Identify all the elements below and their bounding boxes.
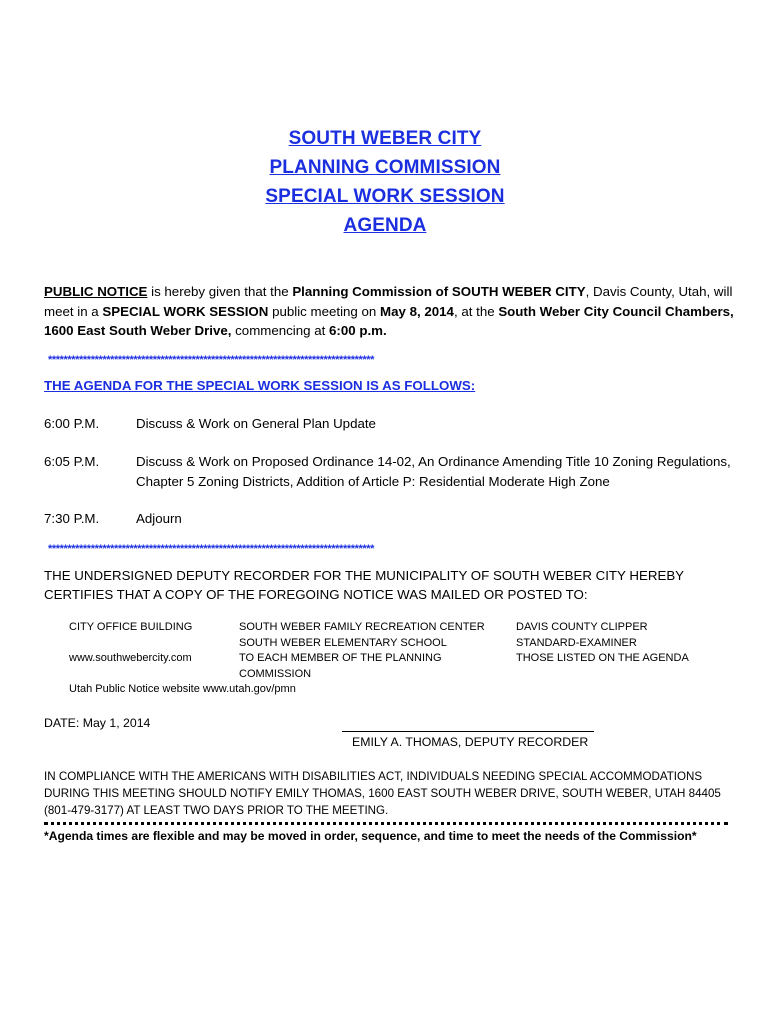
- public-notice-label: PUBLIC NOTICE: [44, 284, 148, 299]
- posted-location: STANDARD-EXAMINER: [516, 636, 637, 649]
- star-divider-top: ************************************************************************************: [48, 354, 374, 366]
- star-divider-bottom: ************************************************************************************: [48, 543, 374, 555]
- agenda-description: Adjourn: [136, 511, 182, 526]
- notice-date: DATE: May 1, 2014: [44, 716, 151, 730]
- meeting-date: May 8, 2014: [380, 303, 454, 319]
- posted-location: DAVIS COUNTY CLIPPER: [516, 621, 648, 633]
- dotted-divider: [44, 822, 728, 825]
- agenda-time: 7:30 P.M.: [44, 511, 100, 526]
- notice-text: , at the: [453, 303, 499, 319]
- certification-statement: THE UNDERSIGNED DEPUTY RECORDER FOR THE MUNICIPALITY OF SOUTH WEBER CITY HEREBY CERTIFIES THAT A COPY OF THE FOREGOING NOTICE WAS MAILED OR POSTED TO:: [44, 568, 684, 602]
- posted-to-column-2: [239, 620, 485, 682]
- agenda-time: 6:00 P.M.: [44, 416, 100, 431]
- title-agenda: AGENDA: [343, 215, 427, 236]
- document-title: [0, 124, 770, 240]
- ada-compliance-notice: IN COMPLIANCE WITH THE AMERICANS WITH DISABILITIES ACT, INDIVIDUALS NEEDING SPECIAL ACCOMMODATIONS DURING THIS MEETING SHOULD NOTIFY EMILY THOMAS, 1600 EAST SOUTH WEBER DRIVE, SOUTH WEBER, UTAH 84405 (801-479-3177) AT LEAST TWO DAYS PRIOR TO THE MEETING.: [44, 770, 721, 817]
- posted-location: COMMISSION: [239, 667, 312, 680]
- posted-location: SOUTH WEBER FAMILY RECREATION CENTER: [239, 621, 485, 633]
- posted-location: CITY OFFICE BUILDING: [69, 621, 193, 633]
- posted-location: THOSE LISTED ON THE AGENDA: [516, 652, 689, 664]
- agenda-description: Discuss & Work on General Plan Update: [136, 416, 376, 431]
- posted-location: TO EACH MEMBER OF THE PLANNING: [239, 652, 442, 664]
- signer-name: EMILY A. THOMAS, DEPUTY RECORDER: [352, 735, 589, 749]
- website-link[interactable]: www.southwebercity.com: [69, 652, 192, 664]
- title-city: SOUTH WEBER CITY: [288, 128, 482, 149]
- notice-text: public meeting on: [268, 303, 381, 319]
- public-notice-paragraph: [44, 282, 734, 341]
- agenda-description: Discuss & Work on Proposed Ordinance 14-02, An Ordinance Amending Title 10 Zoning Regulations, Chapter 5 Zoning Districts, Addition of Article P: Residential Moderate High Zone: [136, 454, 731, 489]
- posted-to-column-3: [516, 620, 689, 667]
- title-commission: PLANNING COMMISSION: [269, 157, 501, 178]
- posted-location: SOUTH WEBER ELEMENTARY SCHOOL: [239, 636, 447, 649]
- agenda-heading: THE AGENDA FOR THE SPECIAL WORK SESSION IS AS FOLLOWS:: [44, 378, 476, 393]
- notice-bold: Planning Commission of SOUTH WEBER CITY: [292, 284, 586, 299]
- notice-text: is hereby given that the: [147, 284, 293, 299]
- notice-text: , Davis County, Utah, will meet in a: [44, 284, 733, 319]
- agenda-footnote: *Agenda times are flexible and may be moved in order, sequence, and time to meet the needs of the Commission*: [44, 829, 697, 843]
- signature-line: [342, 731, 594, 732]
- notice-bold: SPECIAL WORK SESSION: [102, 303, 269, 319]
- meeting-time: 6:00 p.m.: [329, 323, 387, 338]
- title-session: SPECIAL WORK SESSION: [265, 186, 505, 207]
- agenda-time: 6:05 P.M.: [44, 454, 100, 469]
- notice-text: commencing at: [231, 323, 330, 338]
- public-notice-website[interactable]: Utah Public Notice website www.utah.gov/pmn: [69, 683, 296, 695]
- meeting-location: South Weber City Council Chambers, 1600 East South Weber Drive,: [44, 303, 734, 338]
